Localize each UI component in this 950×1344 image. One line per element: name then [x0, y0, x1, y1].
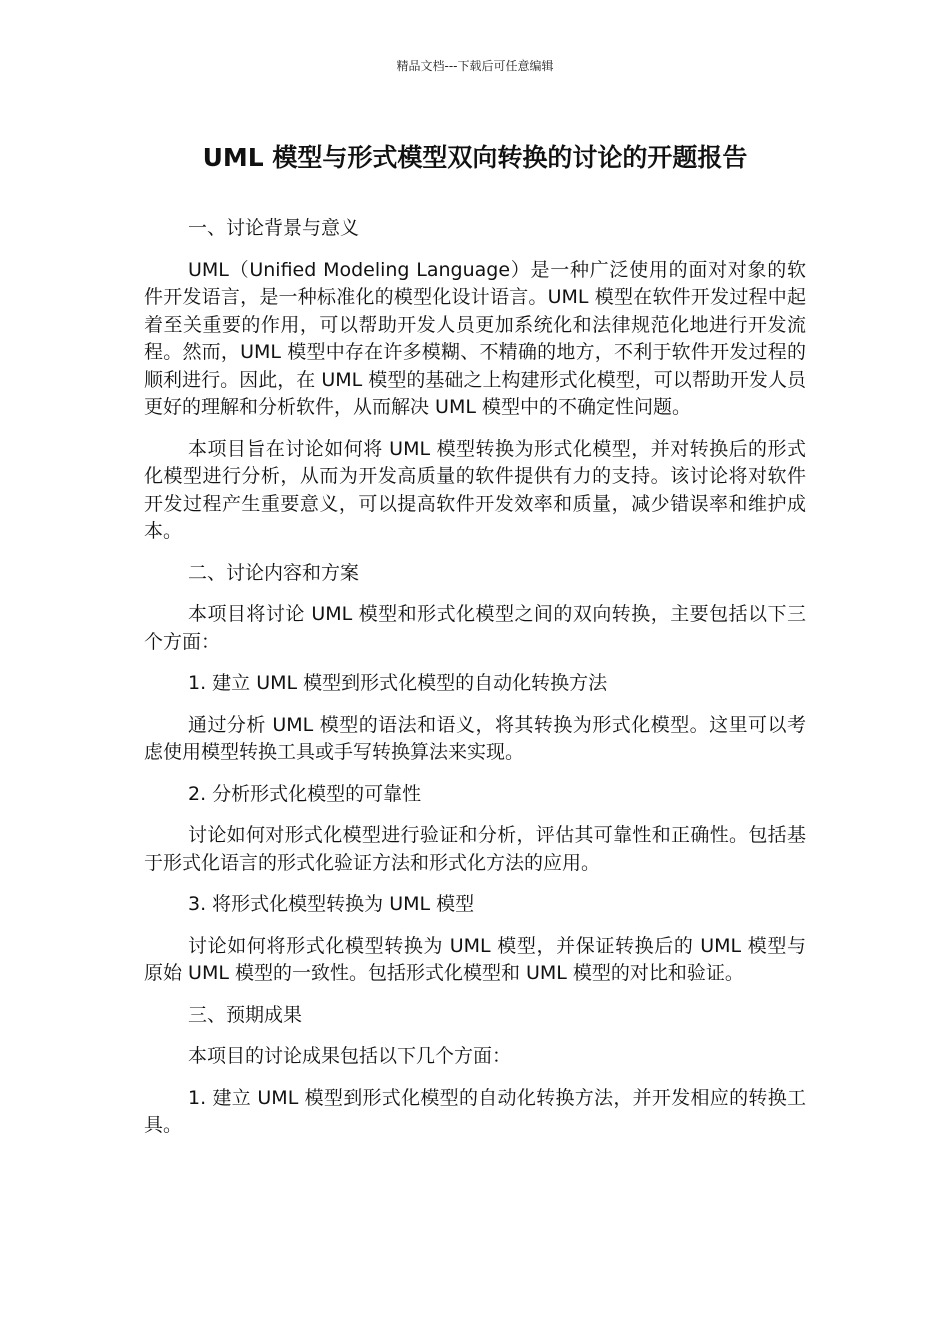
page-header-note: 精品文档---下载后可任意编辑 — [396, 59, 554, 73]
document-body — [144, 215, 806, 1154]
list-item-result-1: 1. 建立 UML 模型到形式化模型的自动化转换方法，并开发相应的转换工具。 — [144, 1086, 806, 1136]
section-heading-results: 三、预期成果 — [188, 1003, 303, 1026]
paragraph-content-overview: 本项目将讨论 UML 模型和形式化模型之间的双向转换，主要包括以下三个方面： — [144, 603, 806, 653]
paragraph-item-1: 通过分析 UML 模型的语法和语义，将其转换为形式化模型。这里可以考虑使用模型转换工具或手写转换算法来实现。 — [144, 713, 806, 763]
paragraph-item-2: 讨论如何对形式化模型进行验证和分析，评估其可靠性和正确性。包括基于形式化语言的形式化验证方法和形式化方法的应用。 — [144, 824, 806, 874]
paragraph-results-overview: 本项目的讨论成果包括以下几个方面： — [188, 1045, 512, 1067]
paragraph-project-goal: 本项目旨在讨论如何将 UML 模型转换为形式化模型，并对转换后的形式化模型进行分析，从而为开发高质量的软件提供有力的支持。该讨论将对软件开发过程产生重要意义，可以提高软件开发效率和质量，减少错误率和维护成本。 — [144, 437, 806, 542]
paragraph-item-3: 讨论如何将形式化模型转换为 UML 模型，并保证转换后的 UML 模型与原始 UML 模型的一致性。包括形式化模型和 UML 模型的对比和验证。 — [144, 934, 806, 984]
paragraph-uml-intro: UML（Unified Modeling Language）是一种广泛使用的面对对象的软件开发语言，是一种标准化的模型化设计语言。UML 模型在软件开发过程中起着至关重要的作用，可以帮助开发人员更加系统化和法律规范化地进行开发流程。然而，UML 模型中存在许多模糊、不精确的地方，不利于软件开发过程的顺利进行。因此，在 UML 模型的基础之上构建形式化模型，可以帮助开发人员更好的理解和分析软件，从而解决 UML 模型中的不确定性问题。 — [144, 258, 806, 418]
list-item-heading-2: 2. 分析形式化模型的可靠性 — [188, 782, 422, 805]
section-heading-content: 二、讨论内容和方案 — [188, 561, 360, 584]
section-heading-background: 一、讨论背景与意义 — [188, 217, 360, 239]
list-item-heading-1: 1. 建立 UML 模型到形式化模型的自动化转换方法 — [188, 672, 608, 694]
list-item-heading-3: 3. 将形式化模型转换为 UML 模型 — [188, 893, 475, 915]
document-title: UML 模型与形式模型双向转换的讨论的开题报告 — [202, 143, 748, 172]
